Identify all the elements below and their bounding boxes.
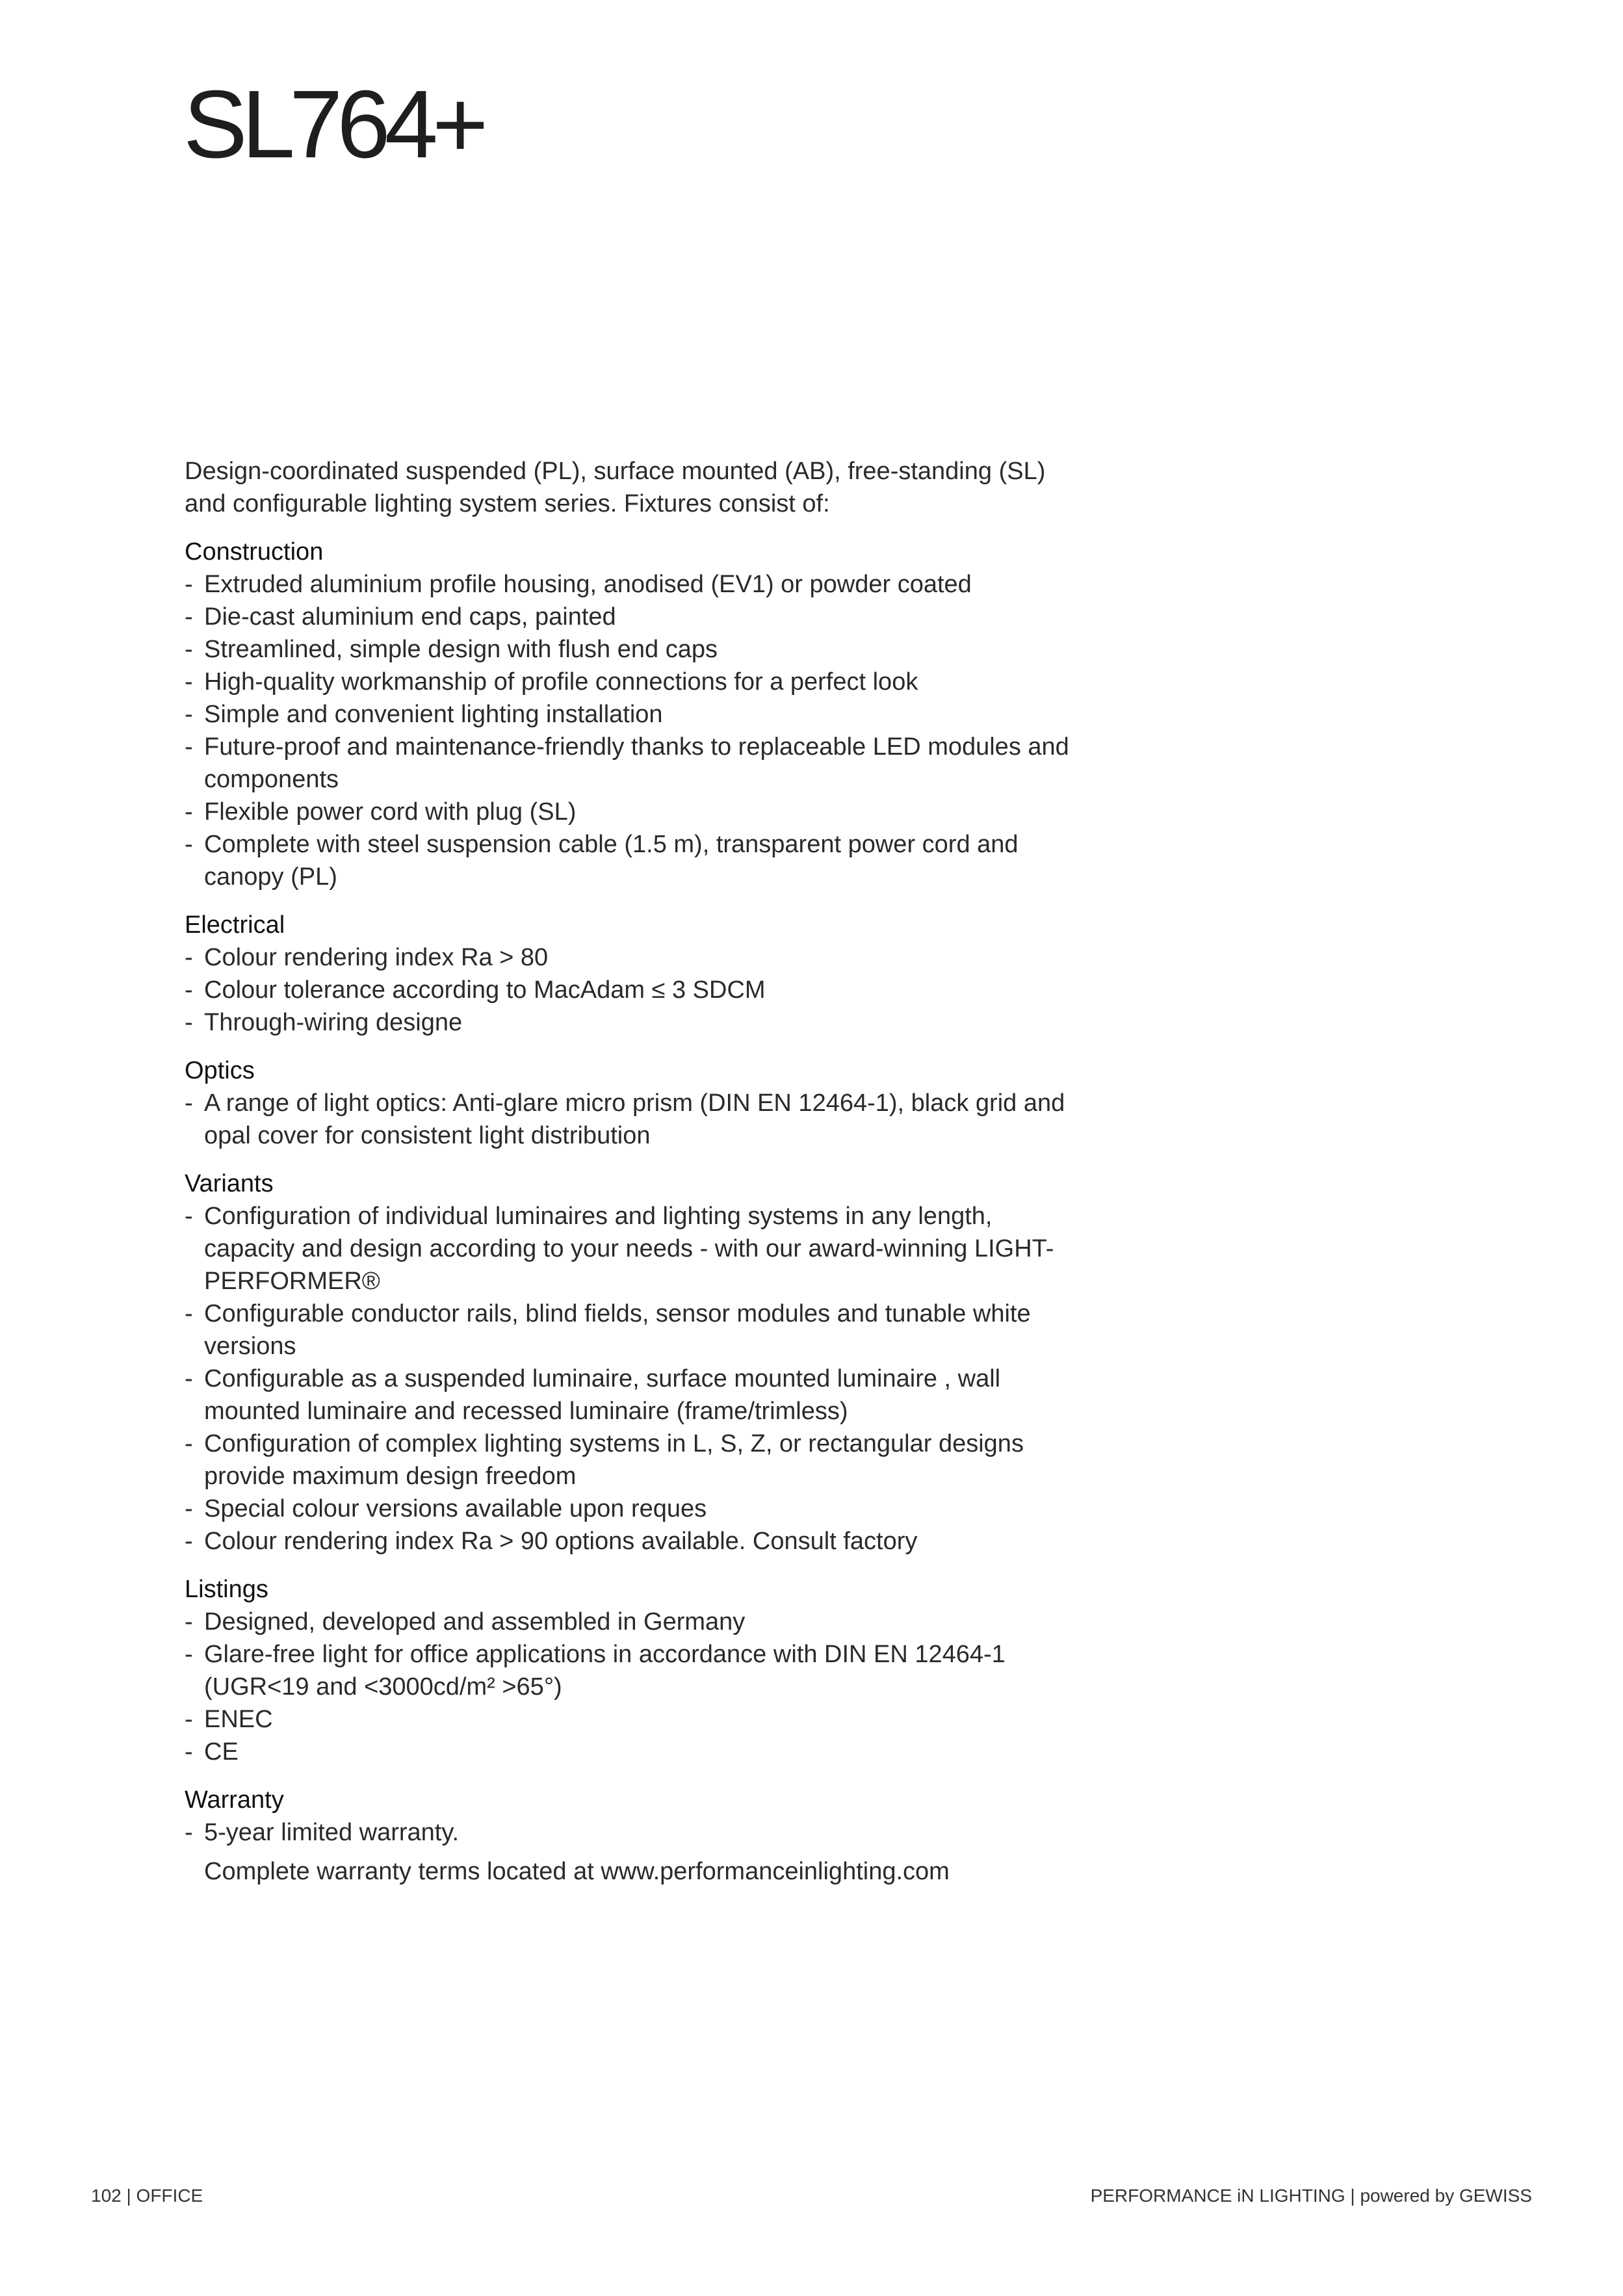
list-item: - Future-proof and maintenance-friendly thanks to replaceable LED modules and components bbox=[185, 731, 1075, 796]
list-item: - Configurable conductor rails, blind fields, sensor modules and tunable white versions bbox=[185, 1298, 1075, 1363]
list-item: - A range of light optics: Anti-glare micro prism (DIN EN 12464-1), black grid and opal cover for consistent light distribution bbox=[185, 1087, 1075, 1152]
list-item: - Special colour versions available upon reques bbox=[185, 1493, 1075, 1525]
list-item: - Colour rendering index Ra > 90 options available. Consult factory bbox=[185, 1525, 1075, 1558]
section-optics bbox=[185, 1054, 1075, 1152]
list-item: - Flexible power cord with plug (SL) bbox=[185, 796, 1075, 828]
list-item: - High-quality workmanship of profile connections for a perfect look bbox=[185, 666, 1075, 698]
list-item: - Die-cast aluminium end caps, painted bbox=[185, 601, 1075, 633]
list-item: - Designed, developed and assembled in Germany bbox=[185, 1606, 1075, 1638]
electrical-list bbox=[185, 941, 1075, 1039]
list-item: - ENEC bbox=[185, 1703, 1075, 1736]
section-heading: Variants bbox=[185, 1170, 274, 1197]
list-item: - Colour rendering index Ra > 80 bbox=[185, 941, 1075, 974]
list-item: - CE bbox=[185, 1736, 1075, 1768]
intro-paragraph: Design-coordinated suspended (PL), surface mounted (AB), free-standing (SL) and configurable lighting system series. Fixtures consist of: bbox=[185, 458, 1046, 517]
listings-list bbox=[185, 1606, 1075, 1768]
footer-page-number: 102 | OFFICE bbox=[91, 2185, 203, 2206]
page-title: SL764+ bbox=[183, 71, 483, 178]
section-heading: Warranty bbox=[185, 1786, 284, 1814]
list-item: - Through-wiring designe bbox=[185, 1006, 1075, 1039]
variants-list bbox=[185, 1200, 1075, 1558]
list-item: - Configuration of complex lighting systems in L, S, Z, or rectangular designs provide maximum design freedom bbox=[185, 1428, 1075, 1493]
footer-brand: PERFORMANCE iN LIGHTING | powered by GEWISS bbox=[1090, 2185, 1532, 2206]
list-item: - Configurable as a suspended luminaire, surface mounted luminaire , wall mounted luminaire and recessed luminaire (frame/trimless) bbox=[185, 1363, 1075, 1428]
section-heading: Listings bbox=[185, 1576, 268, 1603]
warranty-list bbox=[185, 1816, 1075, 1849]
warranty-note: Complete warranty terms located at www.performanceinlighting.com bbox=[204, 1858, 950, 1885]
section-heading: Electrical bbox=[185, 911, 285, 939]
section-listings bbox=[185, 1573, 1075, 1768]
construction-list bbox=[185, 568, 1075, 893]
list-item: - Colour tolerance according to MacAdam ≤ 3 SDCM bbox=[185, 974, 1075, 1006]
section-variants bbox=[185, 1168, 1075, 1558]
list-item: - Complete with steel suspension cable (1.5 m), transparent power cord and canopy (PL) bbox=[185, 828, 1075, 893]
section-warranty bbox=[185, 1784, 1075, 1888]
list-item: - Extruded aluminium profile housing, anodised (EV1) or powder coated bbox=[185, 568, 1075, 601]
product-description bbox=[185, 455, 1075, 1903]
section-electrical bbox=[185, 909, 1075, 1039]
list-item: - Glare-free light for office applications in accordance with DIN EN 12464-1 (UGR<19 and <3000cd/m² >65°) bbox=[185, 1638, 1075, 1703]
list-item: - Simple and convenient lighting installation bbox=[185, 698, 1075, 731]
section-heading: Optics bbox=[185, 1057, 255, 1084]
optics-list bbox=[185, 1087, 1075, 1152]
section-construction bbox=[185, 536, 1075, 893]
list-item: - Configuration of individual luminaires and lighting systems in any length, capacity and design according to your needs - with our award-winning LIGHT-PERFORMER® bbox=[185, 1200, 1075, 1298]
section-heading: Construction bbox=[185, 538, 324, 566]
list-item: - Streamlined, simple design with flush end caps bbox=[185, 633, 1075, 666]
list-item: - 5-year limited warranty. bbox=[185, 1816, 1075, 1849]
